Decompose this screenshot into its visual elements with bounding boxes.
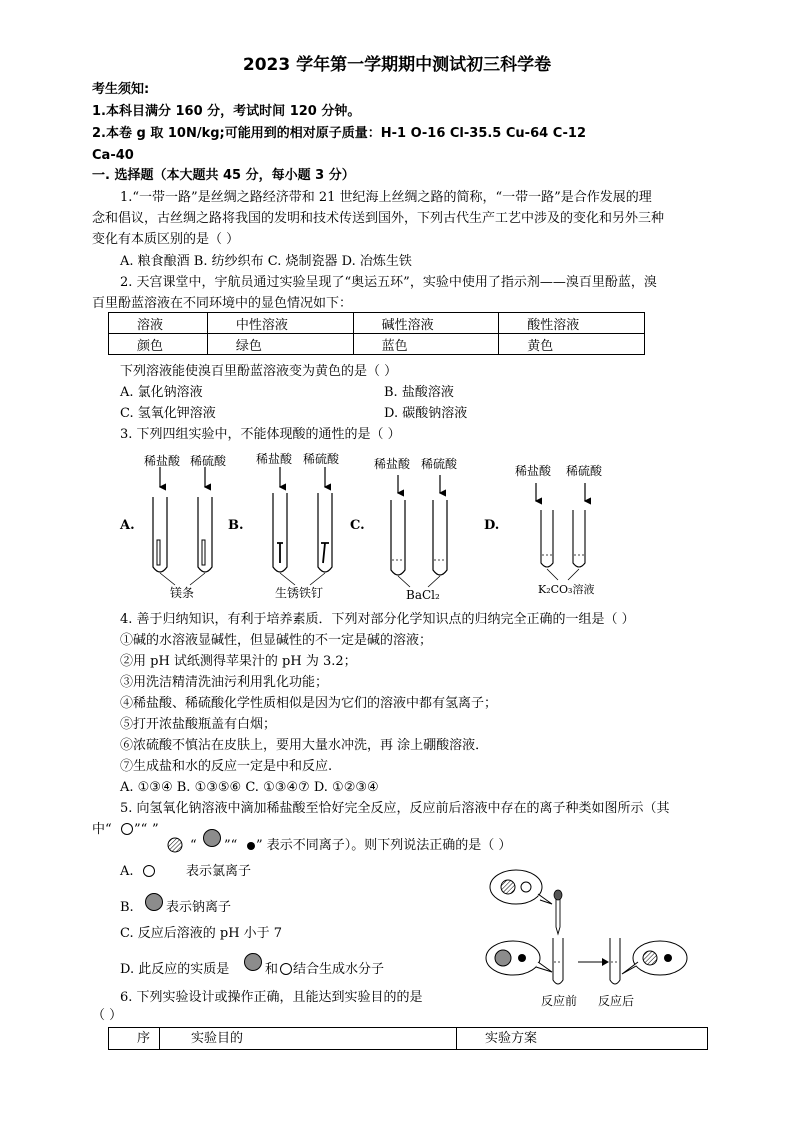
q2-option-c: C. 氢氧化钾溶液 bbox=[120, 406, 216, 421]
group-c-tubes bbox=[391, 475, 447, 587]
group-d-tubes bbox=[536, 483, 585, 580]
q3-caption-d: K₂CO₃溶液 bbox=[538, 583, 595, 596]
q5-line-1: 5. 向氢氧化钠溶液中滴加稀盐酸至恰好完全反应，反应前后溶液中存在的离子种类如图所示（其 bbox=[120, 801, 670, 816]
notice-heading: 考生须知: bbox=[92, 82, 150, 97]
open-circle-icon bbox=[120, 822, 134, 836]
gray-large-circle-icon bbox=[144, 892, 164, 912]
table-row bbox=[109, 313, 645, 334]
table-cell: 绿色 bbox=[207, 334, 353, 355]
q3-label-b: B. bbox=[228, 518, 244, 533]
q1-line-2: 念和倡议，古丝绸之路将我国的发明和技术传送到国外，下列古代生产工艺中涉及的变化和另外三种 bbox=[92, 211, 665, 226]
q3-c-acid-2: 稀硫酸 bbox=[421, 457, 458, 471]
q2-option-a: A. 氯化钠溶液 bbox=[120, 385, 203, 400]
q3-label-c: C. bbox=[350, 518, 365, 533]
q3-a-acid-2: 稀硫酸 bbox=[190, 454, 227, 468]
q5-option-c: C. 反应后溶液的 pH 小于 7 bbox=[120, 926, 283, 941]
q5-line-3c: ” 表示不同离子）。则下列说法正确的是（ ） bbox=[256, 838, 512, 853]
notice-line-1: 1.本科目满分 160 分，考试时间 120 分钟。 bbox=[92, 104, 361, 119]
table-cell: 颜色 bbox=[109, 334, 208, 355]
q2-line-2: 百里酚蓝溶液在不同环境中的显色情况如下： bbox=[92, 296, 353, 311]
q6-stem: 6. 下列实验设计或操作正确，且能达到实验目的的是 bbox=[120, 990, 423, 1005]
q5-option-d-2: 和 bbox=[265, 962, 279, 977]
q3-b-acid-1: 稀盐酸 bbox=[256, 452, 293, 466]
table-cell: 黄色 bbox=[499, 334, 645, 355]
q6-paren: （ ） bbox=[92, 1008, 123, 1023]
q6-header-plan: 实验方案 bbox=[485, 1031, 538, 1046]
q5-option-d-1: D. 此反应的实质是 bbox=[120, 962, 230, 977]
q5-line-2c: ” bbox=[152, 822, 159, 837]
q3-b-acid-2: 稀硫酸 bbox=[303, 452, 340, 466]
q5-option-a-letter: A. bbox=[120, 864, 134, 879]
q3-caption-a: 镁条 bbox=[170, 586, 195, 600]
q5-before-label: 反应前 bbox=[541, 994, 578, 1008]
q5-line-3b: ”“ bbox=[224, 838, 238, 853]
table-cell: 蓝色 bbox=[353, 334, 499, 355]
table-cell: 酸性溶液 bbox=[499, 313, 645, 334]
q4-item-2: ②用 pH 试纸测得苹果汁的 pH 为 3.2； bbox=[120, 654, 357, 669]
table-cell: 溶液 bbox=[109, 313, 208, 334]
black-small-circle-icon bbox=[246, 841, 256, 851]
q6-header-index: 序 bbox=[137, 1031, 151, 1046]
q3-stem: 3. 下列四组实验中，不能体现酸的通性的是（ ） bbox=[120, 427, 401, 442]
q4-item-6: ⑥浓硫酸不慎沾在皮肤上，要用大量水冲洗，再 涂上硼酸溶液． bbox=[120, 738, 489, 753]
indicator-table bbox=[108, 312, 645, 355]
gray-large-circle-icon bbox=[243, 952, 263, 972]
q5-line-2b: ”“ bbox=[134, 822, 148, 837]
q3-caption-c: BaCl₂ bbox=[406, 588, 440, 602]
q5-option-b: 表示钠离子 bbox=[166, 900, 232, 915]
q4-options: A. ①③④ B. ①③⑤⑥ C. ①③④⑦ D. ①②③④ bbox=[120, 780, 379, 795]
group-b-tubes bbox=[273, 467, 332, 585]
q3-label-d: D. bbox=[484, 518, 500, 533]
q5-line-2a: 中“ bbox=[92, 822, 112, 837]
q6-table-header bbox=[108, 1027, 708, 1050]
q2-line-1: 2. 天宫课堂中，宇航员通过实验呈现了“奥运五环”，实验中使用了指示剂——溴百里酚蓝，溴 bbox=[120, 275, 657, 290]
q3-a-acid-1: 稀盐酸 bbox=[144, 454, 181, 468]
q5-option-a: 表示氯离子 bbox=[186, 864, 252, 879]
group-a-tubes bbox=[153, 467, 212, 585]
q2-option-b: B. 盐酸溶液 bbox=[384, 385, 454, 400]
hatched-circle-icon bbox=[166, 836, 184, 854]
q1-line-1: 1.“一带一路”是丝绸之路经济带和 21 世纪海上丝绸之路的简称，“一带一路”是合作发展的理 bbox=[120, 190, 652, 205]
q1-options: A. 粮食酿酒 B. 纺纱织布 C. 烧制瓷器 D. 冶炼生铁 bbox=[120, 254, 412, 269]
table-row bbox=[109, 334, 645, 355]
q5-option-d-3: 结合生成水分子 bbox=[293, 962, 385, 977]
q3-caption-b: 生锈铁钉 bbox=[275, 586, 324, 600]
notice-line-3: Ca-40 bbox=[92, 148, 134, 163]
open-circle-icon bbox=[279, 962, 293, 976]
q3-d-acid-1: 稀盐酸 bbox=[515, 464, 552, 478]
q5-option-b-letter: B. bbox=[120, 900, 134, 915]
q3-c-acid-1: 稀盐酸 bbox=[374, 457, 411, 471]
q4-item-3: ③用洗洁精清洗油污利用乳化功能； bbox=[120, 675, 329, 690]
page-title: 2023 学年第一学期期中测试初三科学卷 bbox=[242, 55, 552, 75]
q4-item-5: ⑤打开浓盐酸瓶盖有白烟； bbox=[120, 717, 277, 732]
q2-option-d: D. 碳酸钠溶液 bbox=[384, 406, 468, 421]
section-heading: 一. 选择题（本大题共 45 分，每小题 3 分） bbox=[92, 168, 355, 183]
q3-label-a: A. bbox=[120, 518, 135, 533]
q3-d-acid-2: 稀硫酸 bbox=[566, 464, 603, 478]
q4-item-1: ①碱的水溶液显碱性，但显碱性的不一定是碱的溶液； bbox=[120, 633, 433, 648]
q5-reaction-figure bbox=[478, 862, 708, 1012]
q4-item-4: ④稀盐酸、稀硫酸化学性质相似是因为它们的溶液中都有氢离子； bbox=[120, 696, 498, 711]
notice-line-2: 2.本卷 g 取 10N/kg;可能用到的相对原子质量：H-1 O-16 Cl-35.5 Cu-64 C-12 bbox=[92, 126, 587, 141]
table-cell: 碱性溶液 bbox=[353, 313, 499, 334]
q6-header-purpose: 实验目的 bbox=[191, 1031, 244, 1046]
q4-item-7: ⑦生成盐和水的反应一定是中和反应. bbox=[120, 759, 333, 774]
q5-line-3a: “ bbox=[190, 838, 197, 853]
table-cell: 中性溶液 bbox=[207, 313, 353, 334]
open-circle-icon bbox=[142, 864, 156, 878]
q5-after-label: 反应后 bbox=[598, 994, 635, 1008]
q1-line-3: 变化有本质区别的是（ ） bbox=[92, 232, 240, 247]
gray-large-circle-icon bbox=[202, 828, 222, 848]
q2-stem: 下列溶液能使溴百里酚蓝溶液变为黄色的是（ ） bbox=[120, 364, 398, 379]
q4-stem: 4. 善于归纳知识，有利于培养素质．下列对部分化学知识点的归纳完全正确的一组是（ ） bbox=[120, 612, 635, 627]
